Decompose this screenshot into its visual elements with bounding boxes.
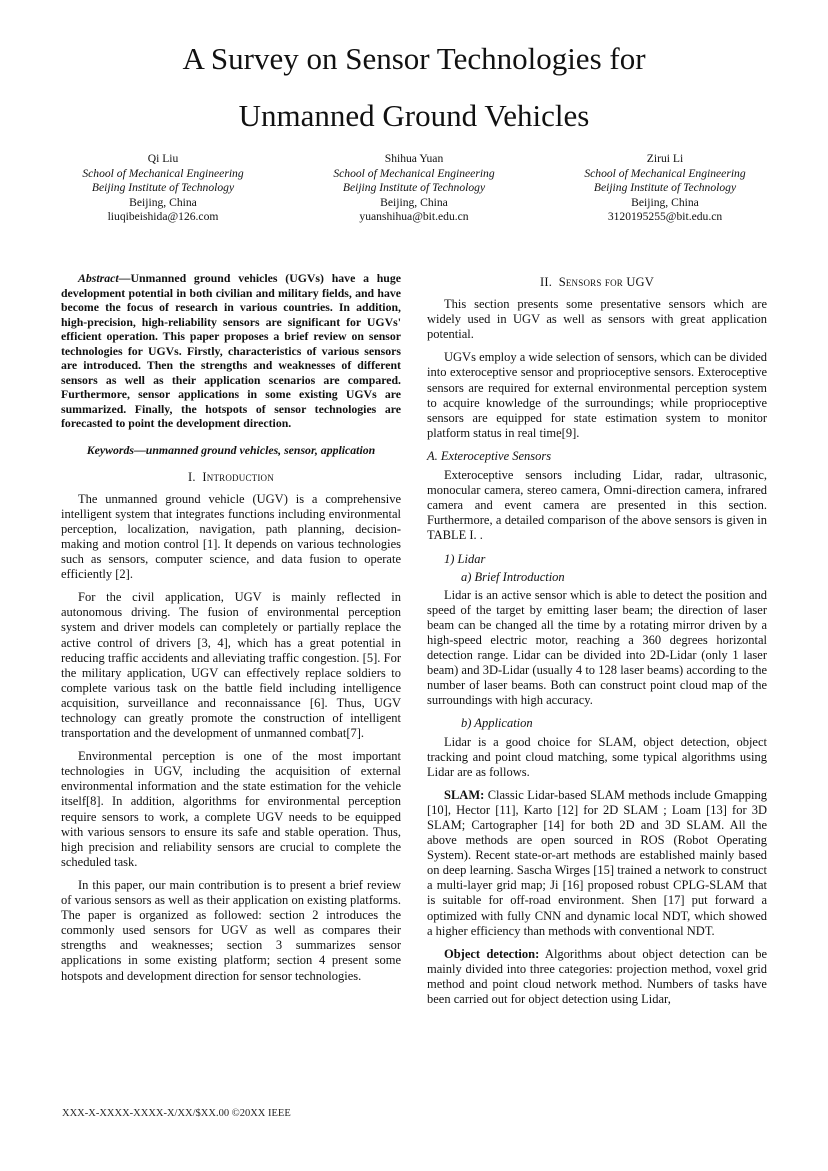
author-dept: School of Mechanical Engineering — [584, 166, 746, 180]
object-detection-lead: Object detection: — [444, 946, 540, 961]
author-block-1 — [48, 152, 278, 225]
copyright-footer: XXX-X-XXXX-XXXX-X/XX/$XX.00 ©20XX IEEE — [62, 1108, 291, 1119]
application-heading: b) Application — [461, 716, 533, 731]
intro-paragraph-1: The unmanned ground vehicle (UGV) is a comprehensive intelligent system that integrates functions including environmental perception, localization, navigation, path planning, decision-making and motion control [1]. It depends on various technologies such as sensors, computer science, and data fusion to operate efficiently [2]. — [61, 491, 401, 582]
author-email: yuanshihua@bit.edu.cn — [359, 210, 469, 224]
keywords: Keywords—unmanned ground vehicles, sensor, application — [86, 442, 376, 457]
author-city: Beijing, China — [129, 195, 197, 209]
intro-paragraph-4: In this paper, our main contribution is to present a brief review of various sensors as well as their application on existing platforms. The paper is organized as followed: section 2 introduces the commonly used sensors for UGV as well as compares their strengths and weaknesses; section 3 summarizes sensor applications in some existing platform; section 4 present some hotspots and development direction for sensor technologies. — [61, 877, 401, 983]
author-dept: School of Mechanical Engineering — [333, 166, 495, 180]
right-column — [427, 271, 767, 1015]
lidar-paragraph-1: Lidar is an active sensor which is able to detect the position and speed of the target by emitting laser beam; the direction of laser beam can be changed all the time by a rotating mirror driven by a high-speed electric motor, reaching a 360 degrees horizontal detection range. Lidar can be divided into 2D-Lidar (only 1 laser beam) and 3D-Lidar (usually 4 to 128 laser beams) according to the number of laser beams. Both can construct point cloud map of the surroundings with high accuracy. — [427, 587, 767, 708]
author-inst: Beijing Institute of Technology — [593, 181, 737, 195]
author-city: Beijing, China — [380, 195, 448, 209]
paper-title-line-1: A Survey on Sensor Technologies for — [182, 41, 646, 76]
author-name: Shihua Yuan — [384, 152, 444, 165]
lidar-paragraph-2: Lidar is a good choice for SLAM, object detection, object tracking and point cloud matching, some typical algorithms using Lidar are as follows. — [427, 734, 767, 779]
object-detection-text: Algorithms about object detection can be mainly divided into three categories: projection method, voxel grid method and point cloud network method. Numbers of tasks have been carried out for object detection using Lidar, — [427, 946, 767, 1007]
object-detection-paragraph — [427, 947, 767, 1007]
section-number: II. — [539, 275, 553, 289]
subsection-heading-exteroceptive: A. Exteroceptive Sensors — [427, 448, 552, 463]
slam-paragraph — [427, 788, 767, 939]
left-column — [61, 271, 401, 992]
intro-paragraph-2: For the civil application, UGV is mainly reflected in autonomous driving. The fusion of environmental perception system and driver models can completely or partially replace the active control of drivers [3, 4], which has a great potential in reducing traffic accidents and alleviating traffic congestion. [5]. For the military application, UGV can effectively replace soldiers to complete various task on the battle field including intelligence acquisition, surveillance and reconnaissance [6]. Thus, UGV technology can greatly promote the construction of intelligent transportation and the development of unmanned combat[7]. — [61, 590, 401, 741]
author-inst: Beijing Institute of Technology — [342, 181, 486, 195]
abstract — [61, 271, 401, 431]
author-dept: School of Mechanical Engineering — [82, 166, 244, 180]
slam-text: Classic Lidar-based SLAM methods include Gmapping [10], Hector [11], Karto [12] for 2D SLAM ; Loam [13] for 3D SLAM; Cartographer [14] for both 2D and 3D SLAM. All the above methods are open sourced in ROS (Robot Operating System). Recent state-or-art methods are established mainly based on deep learning. Sascha Wirges [15] trained a network to construct a multi-layer grid map; Ji [16] proposed robust CPLG-SLAM that is suitable for off-road environment. Shen [17] put forward a optimized with fully CNN and dynamic local NDT, which showed a higher efficiency than methods with conventional NDT. — [427, 787, 767, 938]
author-name: Qi Liu — [147, 152, 179, 165]
author-inst: Beijing Institute of Technology — [91, 181, 235, 195]
author-email: liuqibeishida@126.com — [107, 210, 219, 224]
author-block-3 — [550, 152, 780, 225]
section-title: Sensors for UGV — [558, 275, 655, 289]
section-title: Introduction — [202, 469, 274, 484]
exteroceptive-paragraph: Exteroceptive sensors including Lidar, radar, ultrasonic, monocular camera, stereo camera, Omni-direction camera, infrared camera and event camera are presented in this section. Furthermore, a detailed comparison of the above sensors is given in TABLE I. . — [427, 468, 767, 543]
paper-title-line-2: Unmanned Ground Vehicles — [238, 98, 590, 133]
lidar-heading: 1) Lidar — [444, 551, 486, 566]
sensors-paragraph-2: UGVs employ a wide selection of sensors, which can be divided into exteroceptive sensor and proprioceptive sensors. Exteroceptive sensors are required for external environmental perception system to acquire knowledge of the surroundings; while proprioceptive sensors are equipped for state estimation system to monitor platform status in real time[9]. — [427, 350, 767, 440]
slam-lead: SLAM: — [444, 787, 485, 802]
author-city: Beijing, China — [631, 195, 699, 209]
author-block-2 — [299, 152, 529, 225]
author-name: Zirui Li — [646, 152, 684, 165]
sensors-paragraph-1: This section presents some presentative sensors which are widely used in UGV as well as sensors with great application potential. — [427, 297, 767, 342]
author-email: 3120195255@bit.edu.cn — [607, 210, 723, 224]
section-number: I. — [188, 469, 196, 484]
abstract-text: —Unmanned ground vehicles (UGVs) have a huge development potential in both civilian and military fields, and have become the focus of research in various countries. In addition, high-precision, high-reliability sensors are significant for UGVs' efficient operation. This paper proposes a brief review on sensor technologies for UGVs. Firstly, characteristics of various sensors are introduced. Then the strengths and weaknesses of different sensors as well as their application scenarios are compared. Furthermore, sensor applications in some existing UGVs are summarized. Finally, the hotspots of sensor technologies are forecasted to point the development direction. — [61, 271, 401, 430]
section-heading-introduction — [61, 470, 401, 485]
section-heading-sensors — [427, 275, 767, 290]
brief-introduction-heading: a) Brief Introduction — [461, 569, 565, 584]
abstract-lead: Abstract — [78, 271, 119, 285]
intro-paragraph-3: Environmental perception is one of the most important technologies in UGV, including the acquisition of external environmental information and the state estimation for the vehicle itself[8]. In addition, algorithms for environmental perception require sensors to work, a complete UGV needs to be equipped with various sensors to ensure its safe and stable operation. Thus, high precision and reliability sensors are crucial to complete the scheduled task. — [61, 749, 401, 869]
